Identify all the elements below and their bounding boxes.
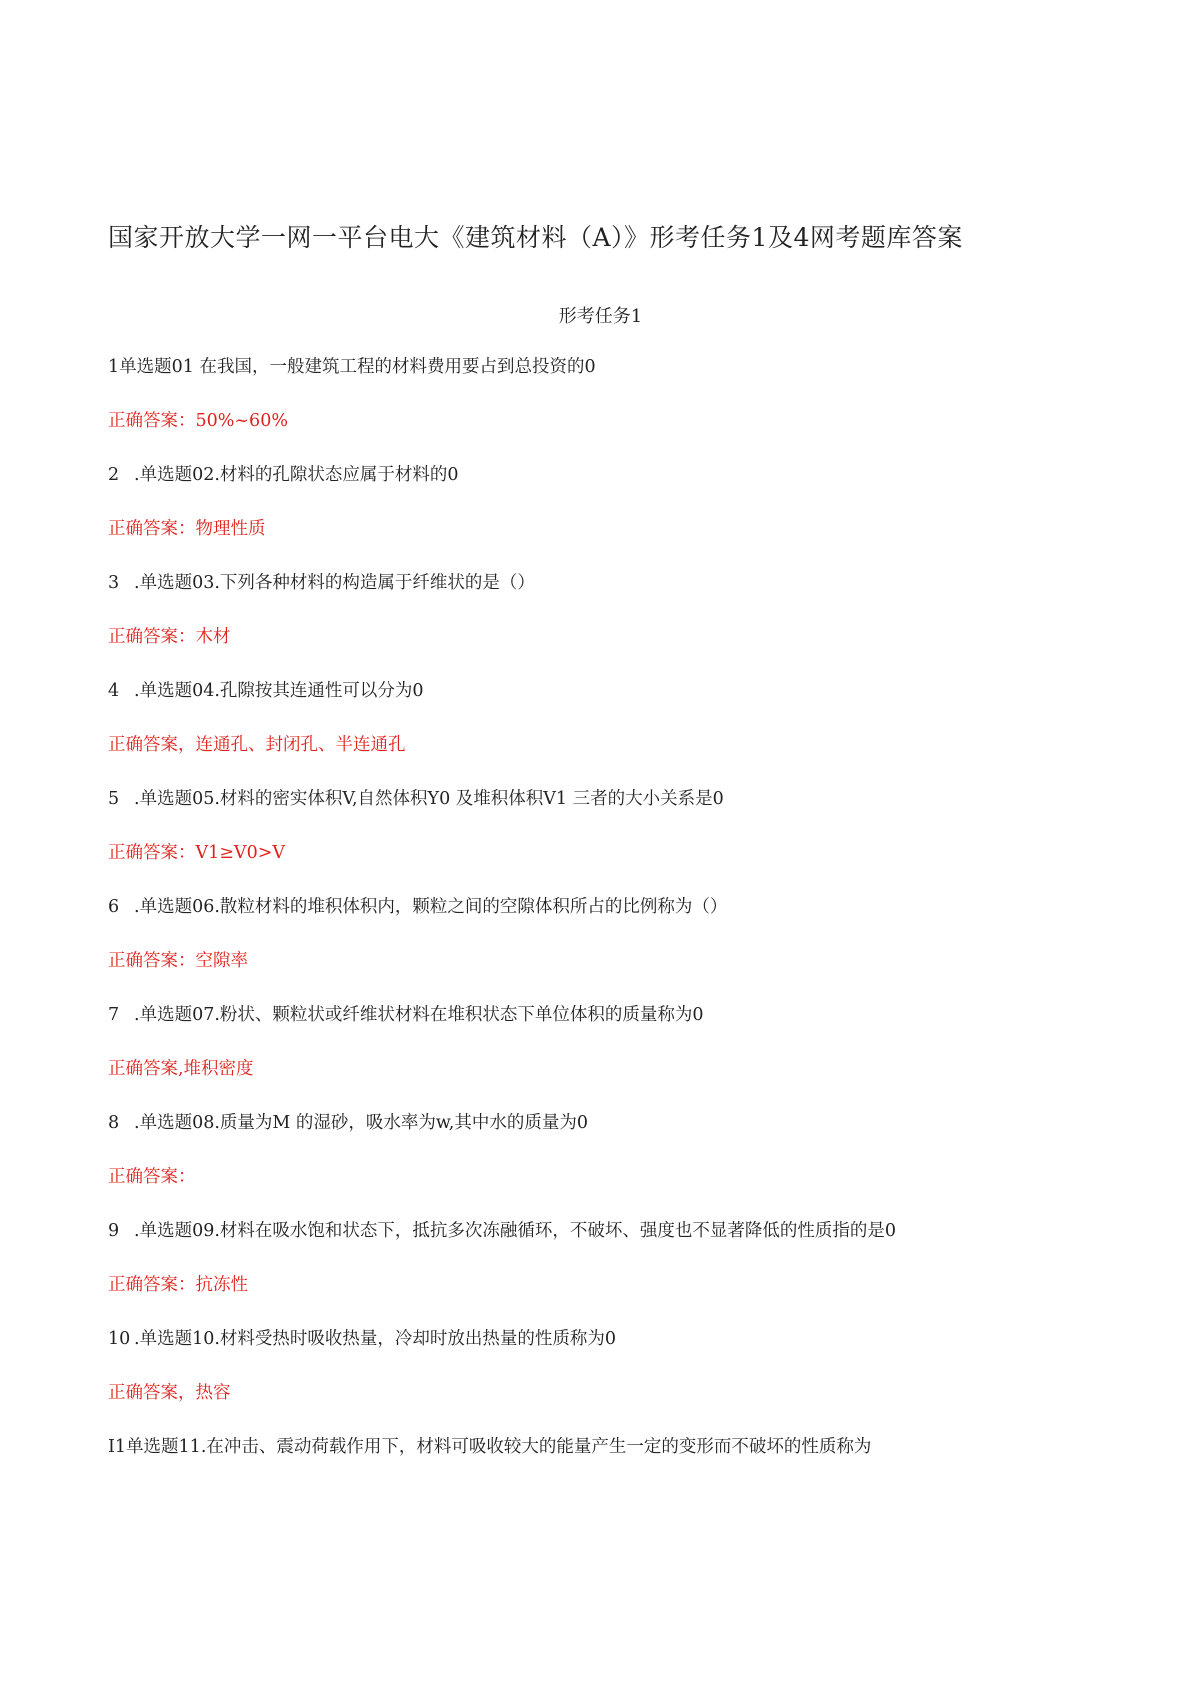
question-number: 9 <box>108 1221 120 1241</box>
answer-line <box>108 949 1108 1003</box>
question-line <box>108 1003 1108 1057</box>
qa-list <box>108 355 1108 1489</box>
question-line <box>108 1219 1108 1273</box>
question-number: 8 <box>108 1113 120 1133</box>
question-line <box>108 895 1108 949</box>
answer-text: 正确答案： <box>108 1167 196 1187</box>
question-number: 7 <box>108 1005 120 1025</box>
question-text: .单选题04.孔隙按其连通性可以分为0 <box>134 681 424 701</box>
answer-line <box>108 1165 1108 1219</box>
answer-line <box>108 733 1108 787</box>
question-text: .单选题10.材料受热时吸收热量，冷却时放出热量的性质称为0 <box>134 1329 617 1349</box>
answer-line <box>108 1273 1108 1327</box>
question-number: I1 <box>108 1437 127 1457</box>
question-number: 4 <box>108 681 120 701</box>
document-title: 国家开放大学一网一平台电大《建筑材料（A）》形考任务1及4网考题库答案 <box>108 223 963 252</box>
answer-line <box>108 1381 1108 1435</box>
answer-text: 正确答案，连通孔、封闭孔、半连通孔 <box>108 735 406 755</box>
question-text: .单选题05.材料的密实体积V,自然体积Y0 及堆积体积V1 三者的大小关系是0 <box>134 789 724 809</box>
question-number: 2 <box>108 465 120 485</box>
answer-text: 正确答案：木材 <box>108 627 231 647</box>
question-text: .单选题07.粉状、颗粒状或纤维状材料在堆积状态下单位体积的质量称为0 <box>134 1005 704 1025</box>
question-line <box>108 355 1108 409</box>
question-line <box>108 787 1108 841</box>
question-line <box>108 1327 1108 1381</box>
answer-text: 正确答案：50%~60% <box>108 411 288 431</box>
question-number: 5 <box>108 789 120 809</box>
question-line <box>108 463 1108 517</box>
question-line <box>108 1435 1108 1489</box>
answer-line <box>108 409 1108 463</box>
question-number: 10 <box>108 1329 131 1349</box>
question-line <box>108 679 1108 733</box>
question-number: 3 <box>108 573 120 593</box>
question-text: .单选题06.散粒材料的堆积体积内，颗粒之间的空隙体积所占的比例称为（） <box>134 897 728 917</box>
question-text: .单选题09.材料在吸水饱和状态下，抵抗多次冻融循环，不破坏、强度也不显著降低的性质指的是0 <box>134 1221 897 1241</box>
question-number: 1 <box>108 357 120 377</box>
question-text: .单选题03.下列各种材料的构造属于纤维状的是（） <box>134 573 535 593</box>
question-text: .单选题02.材料的孔隙状态应属于材料的0 <box>134 465 459 485</box>
question-text: 单选题11.在冲击、震动荷载作用下，材料可吸收较大的能量产生一定的变形而不破坏的性质称为 <box>126 1437 872 1457</box>
question-line <box>108 571 1108 625</box>
answer-text: 正确答案：V1≥V0>V <box>108 843 286 863</box>
answer-line <box>108 625 1108 679</box>
section-title: 形考任务1 <box>558 306 643 327</box>
answer-text: 正确答案，热容 <box>108 1383 231 1403</box>
question-text: .单选题08.质量为M 的湿砂，吸水率为w,其中水的质量为0 <box>134 1113 588 1133</box>
answer-text: 正确答案：物理性质 <box>108 519 266 539</box>
question-line <box>108 1111 1108 1165</box>
question-text: 单选题01 在我国，一般建筑工程的材料费用要占到总投资的0 <box>119 357 596 377</box>
answer-text: 正确答案,堆积密度 <box>108 1059 254 1079</box>
question-number: 6 <box>108 897 120 917</box>
answer-line <box>108 841 1108 895</box>
answer-line <box>108 1057 1108 1111</box>
answer-line <box>108 517 1108 571</box>
answer-text: 正确答案：抗冻性 <box>108 1275 248 1295</box>
answer-text: 正确答案：空隙率 <box>108 951 248 971</box>
